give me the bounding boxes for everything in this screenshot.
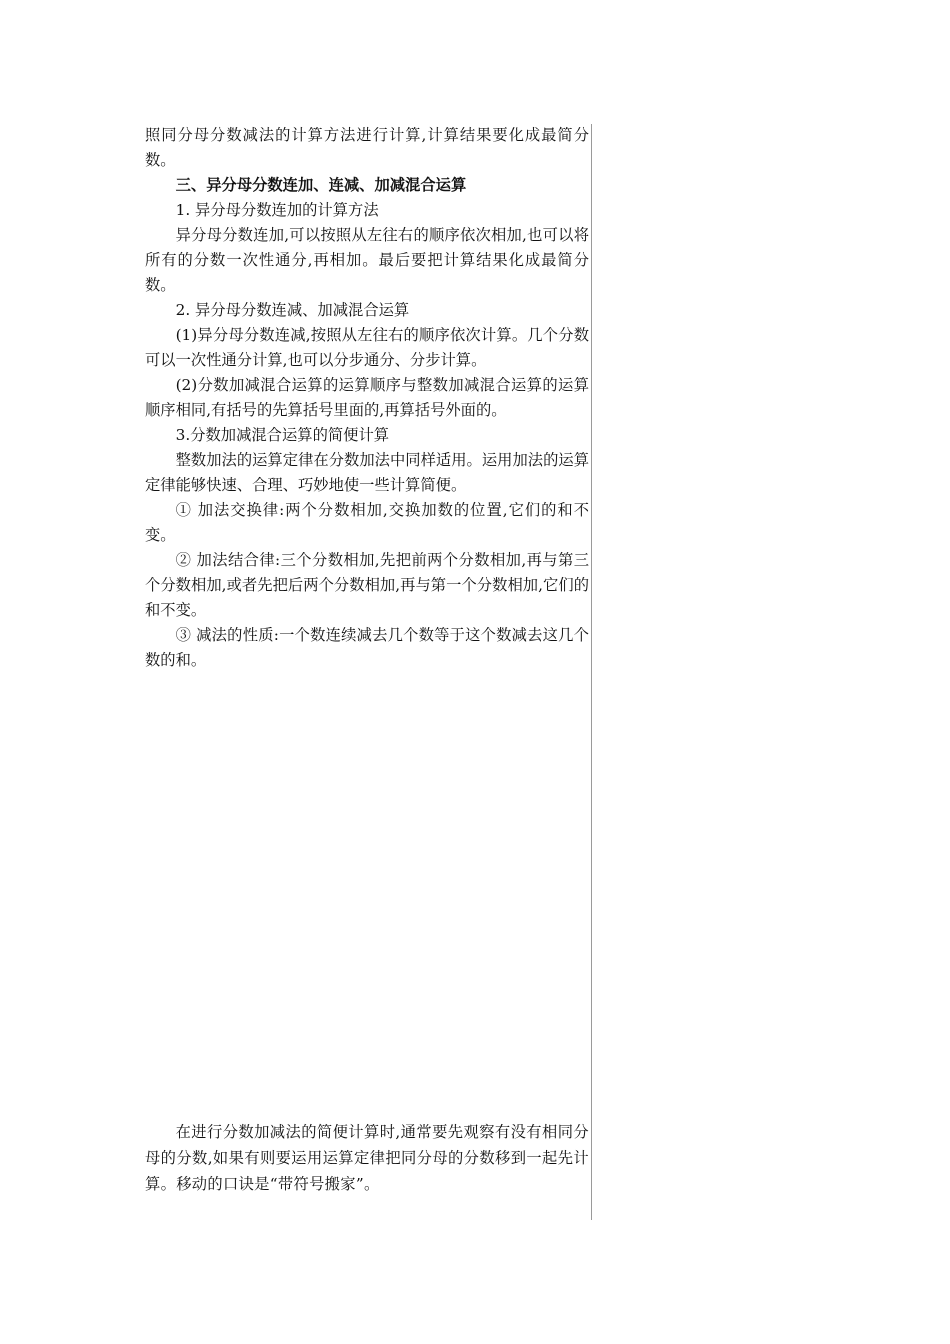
subheading-1: 1. 异分母分数连加的计算方法 [175, 201, 379, 219]
paragraph-associative-law: ② 加法结合律:三个分数相加,先把前两个分数相加,再与第三个分数相加,或者先把后两个分数相加,再与第一个分数相加,它们的和不变。 [145, 551, 589, 619]
paragraph-commutative-law: ① 加法交换律:两个分数相加,交换加数的位置,它们的和不变。 [145, 501, 589, 544]
section-heading: 三、异分母分数连加、连减、加减混合运算 [175, 176, 467, 194]
subheading-2: 2. 异分母分数连减、加减混合运算 [175, 301, 410, 319]
main-text-column [145, 123, 589, 673]
column-divider [591, 124, 592, 1220]
paragraph-consecutive-addition: 异分母分数连加,可以按照从左往右的顺序依次相加,也可以将所有的分数一次性通分,再相加。最后要把计算结果化成最简分数。 [145, 226, 589, 294]
paragraph-mixed-operations: (2)分数加减混合运算的运算顺序与整数加减混合运算的运算顺序相同,有括号的先算括号里面的,再算括号外面的。 [145, 376, 589, 419]
note-text-column [145, 1119, 589, 1197]
paragraph-laws-apply: 整数加法的运算定律在分数加法中同样适用。运用加法的运算定律能够快速、合理、巧妙地使一些计算简便。 [145, 451, 589, 494]
paragraph-tip: 在进行分数加减法的简便计算时,通常要先观察有没有相同分母的分数,如果有则要运用运算定律把同分母的分数移到一起先计算。移动的口诀是“带符号搬家”。 [145, 1123, 589, 1193]
paragraph-continuation: 照同分母分数减法的计算方法进行计算,计算结果要化成最简分数。 [145, 126, 589, 169]
subheading-3: 3.分数加减混合运算的简便计算 [175, 426, 390, 444]
paragraph-subtraction-property: ③ 减法的性质:一个数连续减去几个数等于这个数减去这几个数的和。 [145, 626, 589, 669]
paragraph-consecutive-subtraction: (1)异分母分数连减,按照从左往右的顺序依次计算。几个分数可以一次性通分计算,也可以分步通分、分步计算。 [145, 326, 589, 369]
